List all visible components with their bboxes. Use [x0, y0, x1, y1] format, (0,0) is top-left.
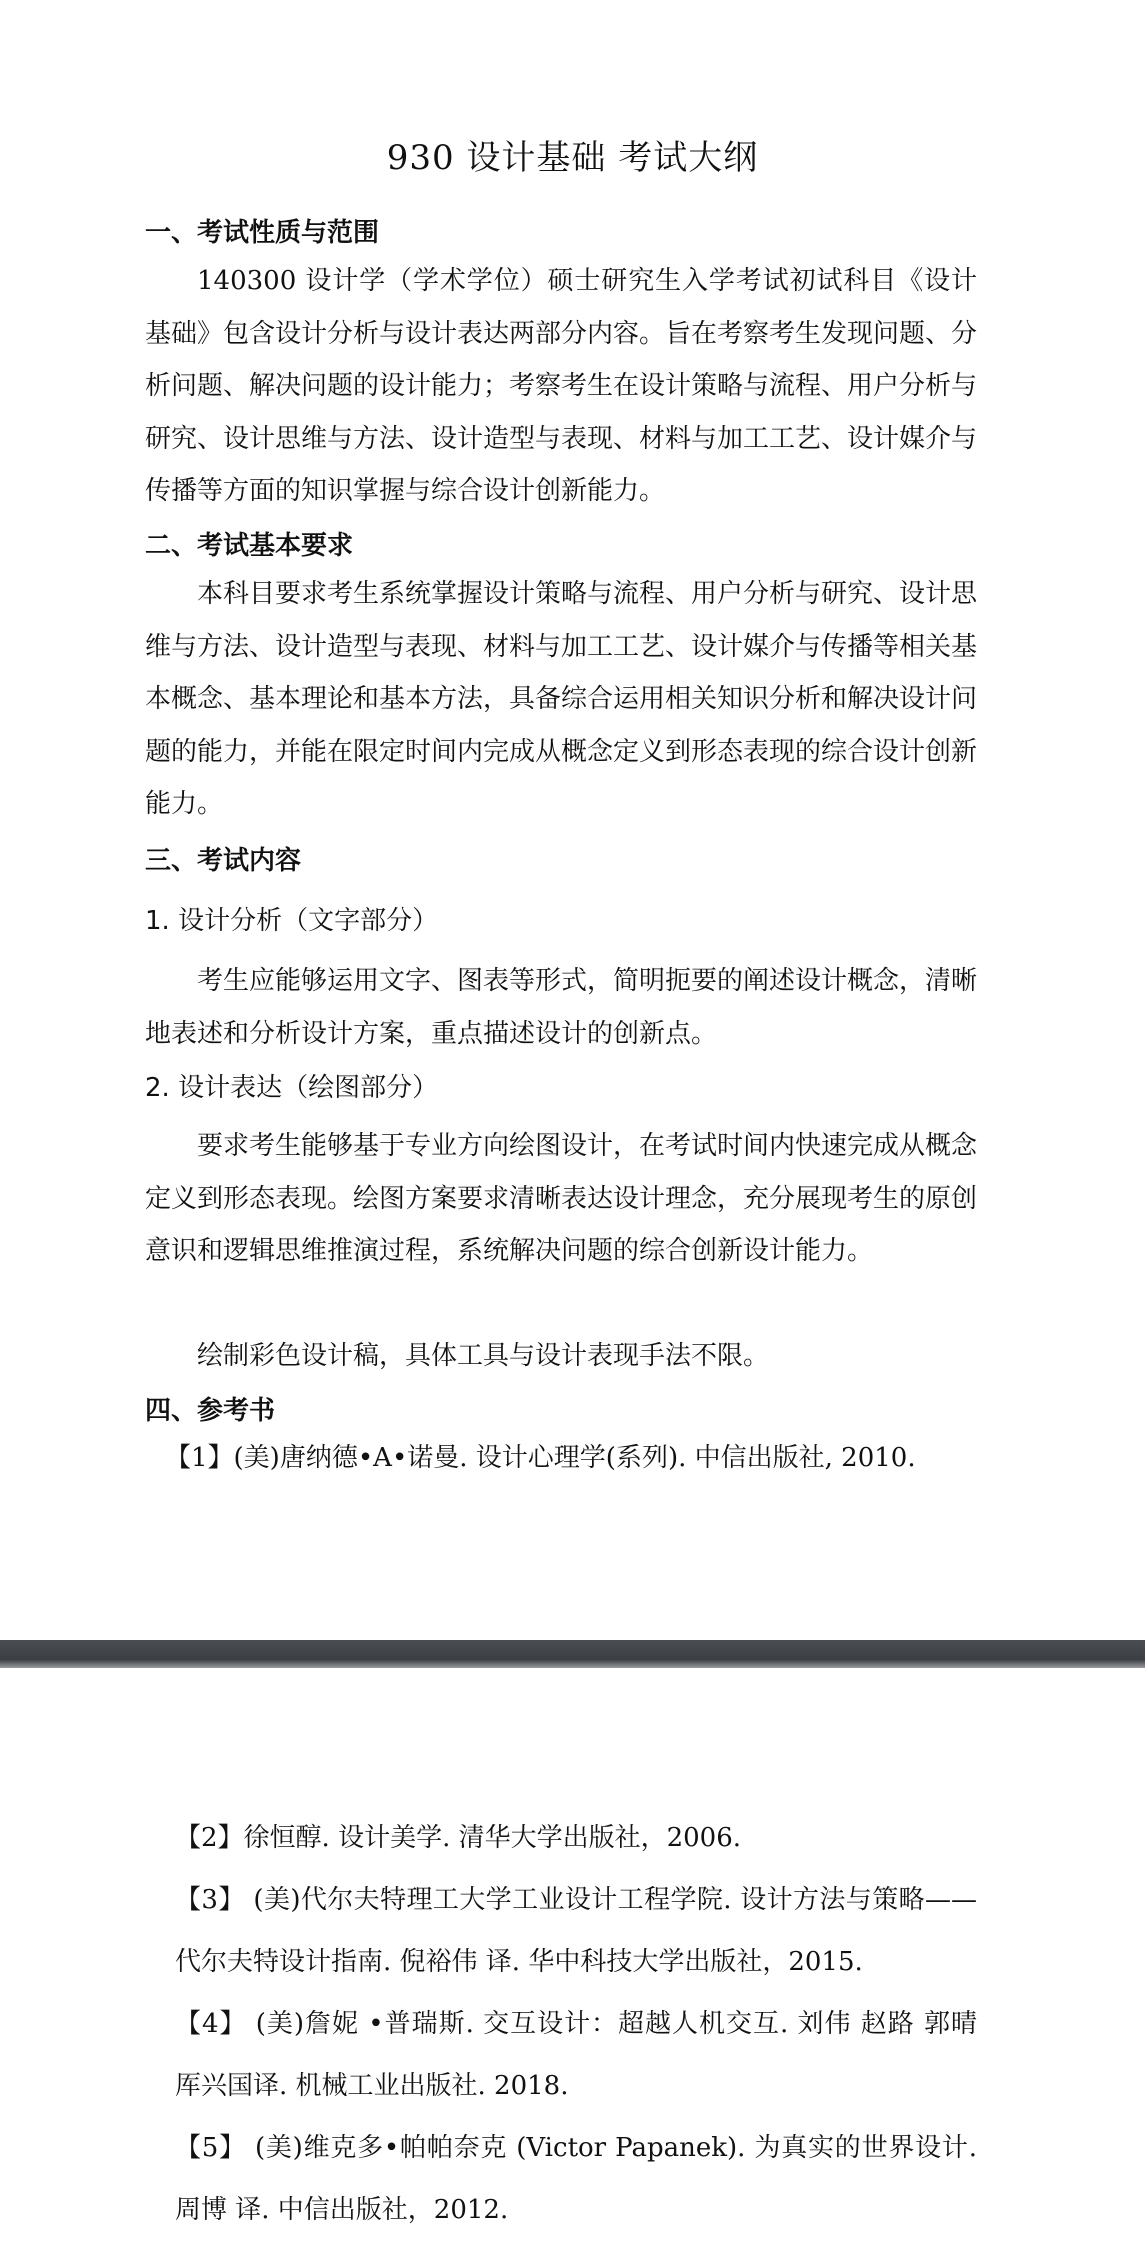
section-2-body: 本科目要求考生系统掌握设计策略与流程、用户分析与研究、设计思维与方法、设计造型与表现、材料与加工工艺、设计媒介与传播等相关基本概念、基本理论和基本方法，具备综合运用相关知识分析和解决设计问题的能力，并能在限定时间内完成从概念定义到形态表现的综合设计创新能力。 [145, 579, 978, 819]
subsection-1-body: 考生应能够运用文字、图表等形式，简明扼要的阐述设计概念，清晰地表述和分析设计方案，重点描述设计的创新点。 [145, 966, 978, 1049]
document-title: 930 设计基础 考试大纲 [386, 138, 759, 178]
reference-item: 【5】 (美)维克多•帕帕奈克 (Victor Papanek). 为真实的世界设计. 周博 译. 中信出版社，2012. [175, 2133, 977, 2225]
reference-item: 【2】徐恒醇. 设计美学. 清华大学出版社，2006. [175, 1823, 742, 1853]
section-2-heading: 二、考试基本要求 [145, 531, 354, 561]
section-1-heading: 一、考试性质与范围 [145, 218, 380, 248]
page-divider [0, 1640, 1145, 1668]
section-3-heading: 三、考试内容 [145, 846, 302, 876]
subsection-2-note: 绘制彩色设计稿，具体工具与设计表现手法不限。 [197, 1341, 770, 1371]
reference-item: 【1】(美)唐纳德•A•诺曼. 设计心理学(系列). 中信出版社, 2010. [165, 1443, 916, 1473]
section-1-body: 140300 设计学（学术学位）硕士研究生入学考试初试科目《设计基础》包含设计分析与设计表达两部分内容。旨在考察考生发现问题、分析问题、解决问题的设计能力；考察考生在设计策略与流程、用户分析与研究、设计思维与方法、设计造型与表现、材料与加工工艺、设计媒介与传播等方面的知识掌握与综合设计创新能力。 [145, 266, 978, 506]
subsection-2-body: 要求考生能够基于专业方向绘图设计，在考试时间内快速完成从概念定义到形态表现。绘图方案要求清晰表达设计理念，充分展现考生的原创意识和逻辑思维推演过程，系统解决问题的综合创新设计能力。 [145, 1131, 978, 1266]
subsection-2-heading: 2. 设计表达（绘图部分） [145, 1073, 439, 1103]
reference-item: 【4】 (美)詹妮 •普瑞斯. 交互设计：超越人机交互. 刘伟 赵路 郭晴 厍兴国译. 机械工业出版社. 2018. [175, 2009, 977, 2101]
section-4-heading: 四、参考书 [145, 1396, 276, 1426]
subsection-1-heading: 1. 设计分析（文字部分） [145, 906, 439, 936]
reference-item: 【3】 (美)代尔夫特理工大学工业设计工程学院. 设计方法与策略——代尔夫特设计指南. 倪裕伟 译. 华中科技大学出版社，2015. [175, 1885, 977, 1977]
